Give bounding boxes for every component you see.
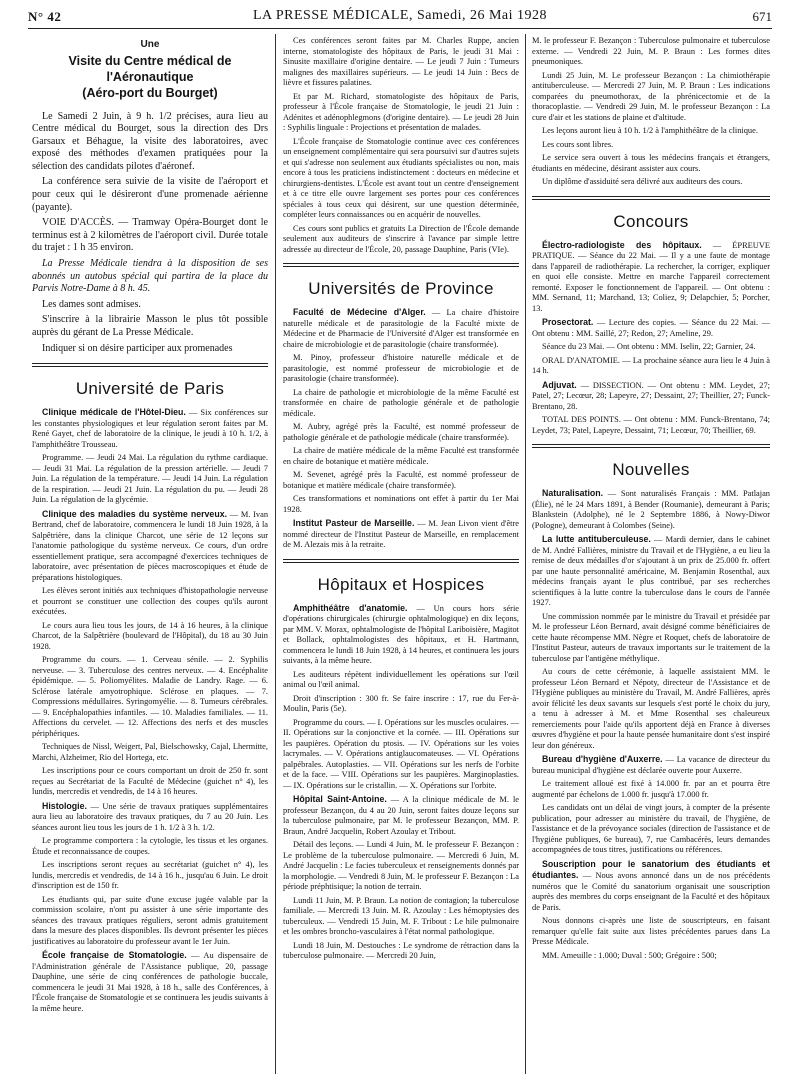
paragraph: Les élèves seront initiés aux techniques d'histopathologie nerveuse et pourront se constituer une collection des coupes qu'ils auront exécutées. — [32, 586, 268, 617]
item-text: — DISSECTION. — Ont obtenu : MM. Leydet, 27; Patel, 27; Lecœur, 28; Lapeyre, 27; Dessaint, 27; Theillier, 27; Funck-Brentano, 28. — [532, 380, 770, 411]
column-divider — [275, 34, 276, 1074]
section-title: Nouvelles — [612, 460, 690, 479]
paragraph: Lundi 18 Juin, M. Destouches : Le syndrome de rétraction dans la tuberculose pulmonaire. — Mercredi 20 Juin, — [283, 940, 519, 960]
item-text: — La vacance de directeur du bureau municipal d'hygiène est déclarée ouverte pour Auxerre. — [532, 755, 770, 775]
item-text: — Nous avons annoncé dans un de nos précédents numéros que le Comité du sanatorium organisait une souscription auprès des membres du corps enseignant de la Faculté et des hôpitaux de Paris. — [532, 871, 770, 912]
column-1 — [32, 36, 268, 1017]
paragraph: Ces conférences seront faites par M. Charles Ruppe, ancien interne, stomatologiste des hôpitaux de Paris, le jeudi 31 Mai : Sinusite maxillaire d'origine dentaire. — Le jeudi 7 Juin : Tumeurs malignes des maxillaires supérieurs. — Le jeudi 14 Juin : Becs de lièvre et fissures palatines. — [283, 36, 519, 87]
column-divider — [525, 34, 526, 1074]
item-title: Naturalisation. — [542, 488, 604, 498]
event-paragraph: VOIE D'ACCÈS. — Tramway Opéra-Bourget dont le terminus est à 2 kilomètres de l'aéroport civil. Durée totale du trajet : 1 h 35 environ. — [32, 217, 268, 254]
paragraph: Une commission nommée par le ministre du Travail et présidée par M. le professeur Léon Bernard, avait désigné comme bénéficiaires de cette haute récompense MM. Nègre et Roquet, chefs de laboratoire de l'Institut Pasteur, auteurs de travaux importants sur le traitement de la tuberculose par l'antigène méthylique. — [532, 611, 770, 663]
paragraph: Programme du cours. — 1. Cerveau sénile. — 2. Syphilis nerveuse. — 3. Tuberculose des centres nerveux. — 4. Encéphalite épidémique. — 5. Poliomyélites. Maladie de Landry. Rage. — 6. Sclérose latérale amyotrophique. Sclérose en plaques. — 7. Compressions médullaires. Syringomyélie. — 8. Tumeurs cérébrales. — 9. Encéphalopathies infantiles. — 10. Maladies familiales. — 11. Affections du cervelet. — 12. Affections des nerfs et des muscles périphériques. — [32, 655, 268, 738]
paragraph: La chaire de pathologie et microbiologie de la même Faculté est transformée en chaire de pathologie générale et de pathologie médicale. — [283, 387, 519, 418]
event-paragraph: Indiquer si on désire participer aux promenades — [42, 342, 233, 354]
item-title: Clinique médicale de l'Hôtel-Dieu. — [42, 407, 186, 418]
paragraph: M. le professeur F. Bezançon : Tuberculose pulmonaire et tuberculose externe. — Vendredi 22 Juin, M. P. Braun : Les formes dites pneumoniques. — [532, 36, 770, 66]
item-text: — M. Ivan Bertrand, chef de laboratoire, commencera le lundi 18 Juin 1928, à la Salpêtrière, dans la clinique Charcot, une série de 12 leçons sur l'anatomie pathologique du système nerveux. Ce cours, d'un ordre essentiellement pratique, sera accompagné d'exercices techniques de laboratoire, avec présentation de pièces macroscopiques et étude de préparations histologiques. — [32, 509, 269, 582]
item-title: Bureau d'hygiène d'Auxerre. — [542, 754, 663, 764]
section-title: Université de Paris — [75, 379, 225, 399]
paragraph: Les cours sont libres. — [542, 139, 614, 149]
paragraph: L'École française de Stomatologie continue avec ces conférences un enseignement complémentaire qui sera poursuivi sur d'autres sujets et qui s'adresse non seulement aux étudiants spécialistes ou non, mais encore à tous les praticiens indistinctement : docteurs en médecine et chirurgiens-dentistes. L'École est avant tout un centre d'enseignement et à ce titre elle ouvre largement ses portes pour ces conférences spéciales à tous ceux qui désirent, sur une question déterminée, compléter leurs connaissances ou en acquérir de nouvelles. — [283, 136, 519, 219]
paragraph: Ces transformations et nominations ont effet à partir du 1er Mai 1928. — [283, 494, 519, 514]
item-title: Prosectorat. — [542, 317, 594, 327]
paragraph: Programme du cours. — I. Opérations sur les muscles oculaires. — II. Opérations sur la conjonctive et la cornée. — III. Opérations sur les paupières. Opération du ptosis. — IV. Opérations sur les voies lacrymales. — V. Opérations antiglaucomateuses. — VI. Opérations palpébrales. Autoplasties. — VII. Opérations sur les nerfs de l'orbite et de la face. — VIII. Opérations sur les paupières. Marginoplasties. — IX. Opérations sur le cristallin. — X. Opérations sur l'orbite. — [283, 717, 519, 790]
item-title: Clinique des maladies du système nerveux. — [42, 508, 228, 519]
paragraph: Le cours aura lieu tous les jours, de 14 à 16 heures, à la clinique Charcot, de la Salpêtrière (boulevard de l'Hôpital), du 18 au 30 Juin 1928. — [32, 620, 268, 651]
section-rule — [283, 562, 519, 563]
section-rule — [32, 366, 268, 367]
paragraph: La chaire de matière médicale de la même Faculté est transformée en chaire de botanique et matière médicale. — [283, 446, 519, 466]
section-rule — [532, 199, 770, 200]
section-rule — [283, 263, 519, 264]
section-rule — [532, 196, 770, 197]
section-rule — [283, 559, 519, 560]
item-text: — Un cours hors série d'opérations chirurgicales (chirurgie ophtalmologique) en dix leçons, par MM. V. Morax, ophtalmologiste de l'hôpital Lariboisière, Magitot et Bollack, ophtalmologistes des hôpitaux, et H. Hartmann, commencera le lundi 18 Juin 1928, à 14 heures, et continuera les jours suivants, à la même heure. — [283, 603, 519, 665]
item-title: Histologie. — [42, 800, 87, 811]
section-rule — [532, 447, 770, 448]
item-text: — Au dispensaire de l'Administration générale de l'Assistance publique, 20, passage Dauphine, une série de cinq conférences de pathologie buccale, commencera le jeudi 31 Mai 1928, à 18 h., salle des Conférences, à l'École française de Stomatologie et se continuera les jeudis suivants à la même heure. — [32, 951, 268, 1013]
section-title: Concours — [613, 211, 689, 231]
item-text: — M. Jean Livon vient d'être nommé directeur de l'Institut Pasteur de Marseille, en remplacement de M. Alezais mis à la retraite. — [283, 519, 519, 549]
item-text: — Lecture des copies. — Séance du 22 Mai. — Ont obtenu : MM. Saillé, 27; Redon, 27; Ameline, 29. — [532, 318, 770, 338]
item-text: — Mardi dernier, dans le cabinet de M. André Fallières, ministre du Travail et de l'Hygiène, a eu lieu la remise de deux médailles d'or s'ajoutant à un prix de 25.000 fr. offert par une haute personnalité américaine, M. Benjamin Rosenthal, aux médecins français ayant le plus contribué, par ses recherches scientifiques à la lutte contre la tuberculose dans le cours de l'année 1927. — [532, 535, 771, 607]
item-text: — La chaire d'histoire naturelle médicale et de parasitologie de la Faculté mixte de Médecine et de Pharmacie de l'Université d'Alger est transformée en chaire de microbiologie et de parasitologie (chaire transformée). — [283, 308, 519, 349]
section-title: Hôpitaux et Hospices — [317, 574, 485, 594]
paragraph: Détail des leçons. — Lundi 4 Juin, M. le professeur F. Bezançon : Le problème de la tuberculose pulmonaire. — Mercredi 6 Juin, M. André Jacquelin : Le facies tuberculeux et renseignements donnés par la morphologie. — Vendredi 8 Juin, M. le professeur F. Bezançon : La période préphtisique; la notion de terrain. — [283, 840, 519, 891]
page-header — [28, 6, 772, 29]
item-title: Hôpital Saint-Antoine. — [293, 794, 387, 804]
item-title: Électro-radiologiste des hôpitaux. — [542, 239, 702, 250]
section-rule — [283, 266, 519, 267]
event-paragraph: La conférence sera suivie de la visite de l'aéroport et pour ceux qui le désireront d'une promenade aérienne (payante). — [32, 176, 268, 213]
paragraph: Techniques de Nissl, Weigert, Pal, Bielschowsky, Cajal, Lhermitte, Marchi, Alzheimer, Rio del Hortega, etc. — [32, 742, 268, 762]
paragraph: M. Pinoy, professeur d'histoire naturelle médicale et de parasitologie, est nommé professeur de microbiologie et de parasitologie (chaire transformée). — [283, 353, 519, 383]
item-text: — A la clinique médicale de M. le professeur Bezançon, du 4 au 20 Juin, seront faites douze leçons sur la tuberculose pulmonaire, par M. le professeur Bezançon, MM. P. Braun, André Jacquelin, Robert Azoulay et Tribout. — [283, 795, 519, 836]
paragraph: Les candidats ont un délai de vingt jours, à compter de la présente publication, pour adresser au ministère du travail, de l'hygiène, de l'assistance et de la prévoyance sociales (direction de l'assistance et de l'hygiène publiques, 6e bureau), 7, rue Cambacérès, leurs demandes accompagnées de tous titres, justifications ou références. — [532, 803, 770, 854]
item-text: — Six conférences sur les constantes physiologiques et leur régulation seront faites par M. René Gayet, chef de laboratoire de la clinique, le jeudi à 10 h. 1/2, à l'amphithéâtre Trousseau. — [32, 408, 268, 449]
paragraph: Lundi 25 Juin, M. Le professeur Bezançon : La chimiothérapie antituberculeuse. — Mercredi 27 Juin, M. P. Braun : Les indications comparées du pneumothorax, de la phrénicectomie et de la thoracoplastie. — Vendredi 29 Juin, M. le professeur Bezançon : La cure d'air et les stations de plaine et d'altitude. — [532, 70, 770, 122]
section-title: Universités de Province — [308, 279, 494, 298]
paragraph: Les auditeurs répètent individuellement les opérations sur l'œil animal ou l'œil animal. — [283, 669, 519, 689]
issue-number: N° 42 — [28, 9, 62, 24]
item-title: La lutte antituberculeuse. — [542, 534, 651, 544]
page-number: 671 — [752, 9, 772, 24]
item-title: Faculté de Médecine d'Alger. — [293, 307, 426, 317]
event-paragraph: Le Samedi 2 Juin, à 9 h. 1/2 précises, aura lieu au Centre médical du Bourget, sous la direction des Drs Garsaux et Béhague, la visite des laboratoires, avec exposé des méthodes d'examen pratiquées pour la sélection des candidats pilotes d'aéronef. — [32, 110, 268, 172]
event-paragraph: La Presse Médicale tiendra à la disposition de ses abonnés un autobus spécial qui partira de la place du Parvis Notre-Dame à 8 h. 45. — [32, 258, 268, 295]
paragraph: Lundi 11 Juin, M. P. Braun. La notion de contagion; la tuberculose familiale. — Mercredi 13 Juin. M. R. Azoulay : Les hémoptysies des tuberculeux. — Vendredi 15 Juin, M. F. Tribout : Le hile pulmonaire et les ombres broncho-vasculaires à l'état normal pathologique. — [283, 895, 519, 936]
paragraph: Programme. — Jeudi 24 Mai. La régulation du rythme cardiaque. — Jeudi 31 Mai. La régulation de la pression artérielle. — Jeudi 7 Juin. La régulation de la température. — Jeudi 14 Juin. La régulation de la respiration. — Jeudi 21 Juin. La régulation du pu. — Jeudi 28 Juin. La régulation de la glycémie. — [32, 453, 268, 505]
paragraph: Les inscriptions seront reçues au secrétariat (guichet n° 4), les lundis, mercredis et vendredis, de 14 à 16 h., jusqu'au 6 Juin. Le droit d'inscription est de 150 fr. — [32, 860, 268, 891]
paragraph: Ces cours sont publics et gratuits La Direction de l'École demande seulement aux auditeurs de s'inscrire à l'avance par simple lettre adressée au directeur de l'École, 20, passage Dauphine, Paris (VIe). — [283, 223, 519, 254]
paragraph: Nous donnons ci-après une liste de souscripteurs, en faisant remarquer qu'elle fait suite aux listes précédentes parues dans La Presse Médicale. — [532, 916, 770, 946]
item-text: — Une série de travaux pratiques supplémentaires aura lieu au laboratoire des travaux pratiques, du 7 au 20 Juin. Les séances auront lieu tous les jours de 1 h. 1/2 à 3 h. 1/2. — [32, 801, 268, 832]
section-rule — [532, 444, 770, 445]
paragraph: Un diplôme d'assiduité sera délivré aux auditeurs des cours. — [542, 177, 743, 186]
paragraph: Séance du 23 Mai. — Ont obtenu : MM. Iselin, 22; Garnier, 24. — [542, 342, 756, 351]
item-text: — Sont naturalisés Français : MM. Patlajan (Élie), né le 24 Mars 1891, à Bender (Roumanie), demeurant à Paris; Blankstein (Adolphe), né le 2 Septembre 1886, à Nowy-Diwor (Pologne), demeurant à Colombes (Seine). — [532, 489, 770, 530]
column-2 — [283, 36, 519, 965]
paragraph: Au cours de cette cérémonie, à laquelle assistaient MM. le professeur Léon Bernard et Népoty, directeur de l'Assistance et de l'Hygiène publiques au ministère du Travail, M. André Fallières, après avoir félicité les deux savants sur lesquels s'est porté le choix du jury, a tenu à adresser à M. et Mme Rosenthal ses chaleureux remerciements pour l'aide qu'ils apportent déjà en France à diverses œuvres d'hygiène et pour la haute pensée humanitaire dont s'est inspiré leur don généreux. — [532, 667, 770, 750]
event-paragraph: S'inscrire à la librairie Masson le plus tôt possible auprès du gérant de La Presse Médicale. — [32, 314, 268, 338]
paragraph: Les inscriptions pour ce cours comportant un droit de 250 fr. sont reçues au Secrétariat de la Faculté de Médecine (guichet n° 4), les lundis, mercredis et vendredis, de 14 à 16 heures. — [32, 766, 268, 797]
item-title: Amphithéâtre d'anatomie. — [293, 602, 408, 613]
paragraph: Le programme comportera : la cytologie, les tissus et les organes. Étude et reconnaissance de coupes. — [32, 836, 268, 856]
journal-title: LA PRESSE MÉDICALE, Samedi, 26 Mai 1928 — [252, 8, 548, 23]
column-3 — [532, 36, 770, 964]
paragraph: M. Sevenet, agrégé près la Faculté, est nommé professeur de botanique et matière médicale (chaire transformée). — [283, 470, 519, 490]
paragraph: Les étudiants qui, par suite d'une excuse jugée valable par la commission scolaire, n'ont pu assister à une série importante des séances des travaux pratiques réguliers, seront admis gratuitement dans la mesure des places disponibles. Ils devront présenter les pièces justificatives au laboratoire du professeur avant le 1er Juin. — [32, 894, 268, 946]
paragraph: Le service sera ouvert à tous les médecins français et étrangers, étudiants en médecine, désirant assister aux cours. — [532, 153, 770, 173]
event-kicker: Une — [140, 39, 160, 50]
item-title: École française de Stomatologie. — [42, 950, 187, 961]
paragraph: ORAL D'ANATOMIE. — La prochaine séance aura lieu le 4 Juin à 14 h. — [532, 355, 770, 375]
section-rule — [32, 363, 268, 364]
paragraph: Les leçons auront lieu à 10 h. 1/2 à l'amphithéâtre de la clinique. — [542, 126, 758, 135]
paragraph: Et par M. Richard, stomatologiste des hôpitaux de Paris, professeur à l'École française de Stomatologie, le jeudi 21 Juin : Adénites et adénophlegmons (d'origine dentaire). — Le jeudi 28 Juin : Syphilis linguale : Projections et présentation de malades. — [283, 91, 519, 132]
event-title: Visite du Centre médical de l'Aéronautique — [68, 53, 232, 84]
paragraph: Droit d'inscription : 300 fr. Se faire inscrire : 17, rue du Fer-à-Moulin, Paris (5e). — [283, 693, 519, 713]
item-title: Institut Pasteur de Marseille. — [293, 518, 415, 528]
paragraph: M. Aubry, agrégé près la Faculté, est nommé professeur de pathologie générale et de pathologie médicale (chaire transformée). — [283, 422, 519, 442]
item-text: — ÉPREUVE PRATIQUE. — Séance du 22 Mai. — Il y a une faute de montage dans l'appareil de radiothérapie. La rechercher, la corriger, expliquer en quoi elle consiste. Mettre en marche l'appareil correctement remonté. Exposer le fonctionnement de l'appareil. — Ont obtenu : MM. Sernand, 11; Marchand, 13; Coliez, 9; Delapchier, 5; Porcher, 13. — [532, 240, 770, 313]
event-paragraph: Les dames sont admises. — [42, 298, 141, 310]
paragraph: MM. Ameuille : 1.000; Duval : 500; Grégoire : 500; — [542, 950, 717, 960]
item-title: Souscription pour le sanatorium des étudiants et étudiantes. — [532, 858, 770, 880]
event-subtitle: (Aéro-port du Bourget) — [82, 85, 218, 100]
item-title: Adjuvat. — [542, 379, 577, 390]
paragraph: Le traitement alloué est fixé à 14.000 fr. par an et pourra être augmenté par échelons de 1.000 fr. jusqu'à 17.000 fr. — [532, 779, 770, 799]
paragraph: TOTAL DES POINTS. — Ont obtenu : MM. Funck-Brentano, 74; Leydet, 73; Patel, Lapeyre, Dessaint, 71; Lecœur, 70; Theillier, 69. — [532, 415, 770, 435]
